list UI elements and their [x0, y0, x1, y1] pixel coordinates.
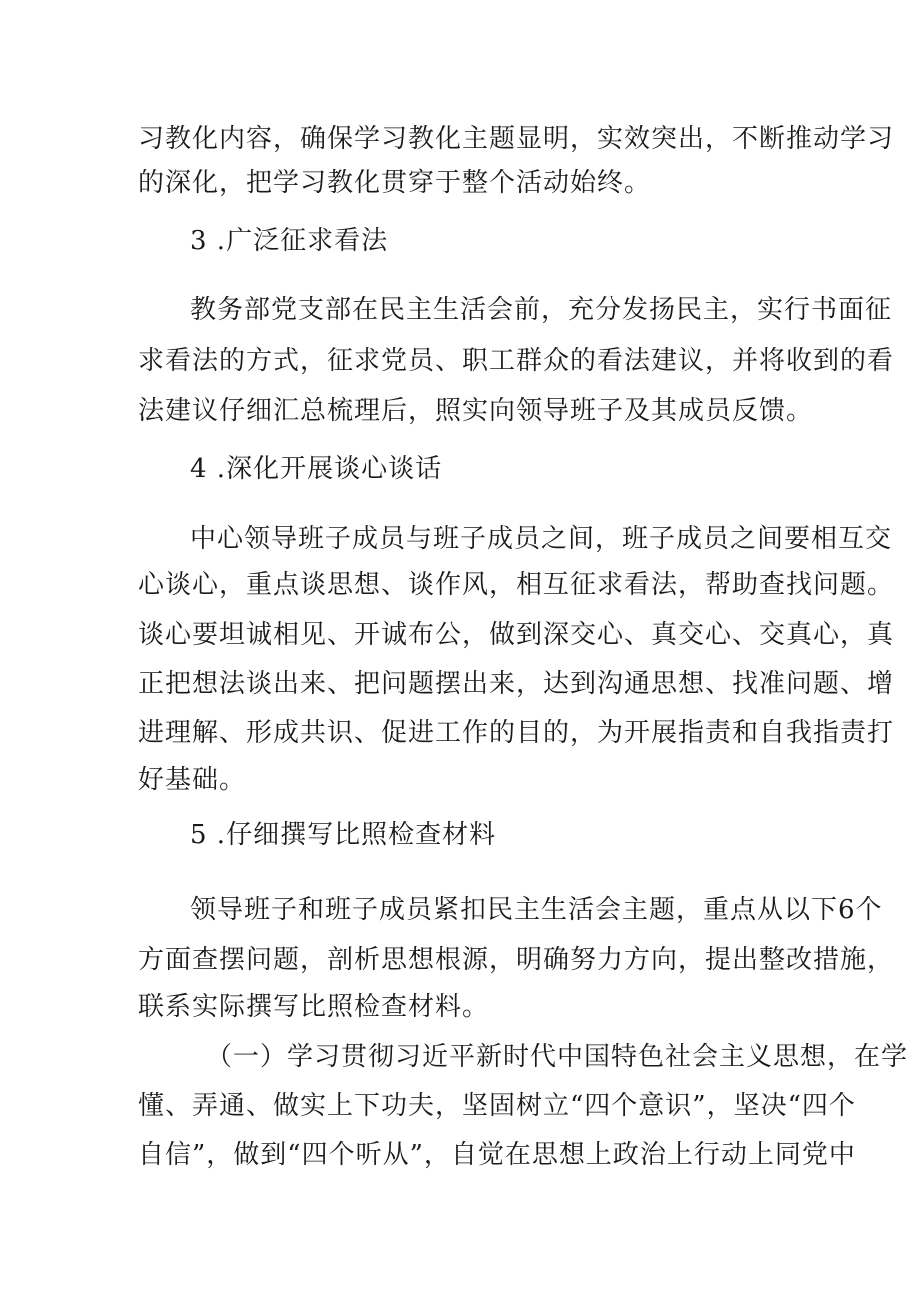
- paragraph-line: 进理解、形成共识、促进工作的目的，为开展指责和自我指责打: [138, 718, 895, 748]
- paragraph-line: 联系实际撰写比照检查材料。: [138, 992, 490, 1022]
- paragraph-line: 谈心要坦诚相见、开诚布公，做到深交心、真交心、交真心，真: [138, 620, 895, 650]
- paragraph-line: 方面查摆问题，剖析思想根源，明确努力方向，提出整改措施，: [138, 945, 895, 975]
- paragraph-line: 教务部党支部在民主生活会前，充分发扬民主，实行书面征: [190, 295, 893, 325]
- paragraph-line: （一）学习贯彻习近平新时代中国特色社会主义思想，在学: [206, 1042, 909, 1072]
- paragraph-line: 的深化，把学习教化贯穿于整个活动始终。: [138, 168, 652, 198]
- section-heading: 4 .深化开展谈心谈话: [190, 454, 443, 484]
- paragraph-line: 好基础。: [138, 765, 247, 795]
- paragraph-line: 求看法的方式，征求党员、职工群众的看法建议，并将收到的看: [138, 346, 895, 376]
- paragraph-line: 中心领导班子成员与班子成员之间，班子成员之间要相互交: [190, 524, 893, 554]
- paragraph-line: 懂、弄通、做实上下功夫，坚固树立“四个意识”，坚决“四个: [138, 1091, 856, 1121]
- paragraph-line: 习教化内容，确保学习教化主题显明，实效突出，不断推动学习: [138, 124, 895, 154]
- paragraph-line: 自信”，做到“四个听从”，自觉在思想上政治上行动上同党中: [138, 1140, 856, 1170]
- section-heading: 5 .仔细撰写比照检查材料: [190, 820, 497, 850]
- section-heading: 3 .广泛征求看法: [190, 226, 389, 256]
- paragraph-line: 正把想法谈出来、把问题摆出来，达到沟通思想、找准问题、增: [138, 669, 895, 699]
- paragraph-line: 心谈心，重点谈思想、谈作风，相互征求看法，帮助查找问题。: [138, 570, 895, 600]
- paragraph-line: 领导班子和班子成员紧扣民主生活会主题，重点从以下6个: [190, 895, 883, 925]
- paragraph-line: 法建议仔细汇总梳理后，照实向领导班子及其成员反馈。: [138, 396, 814, 426]
